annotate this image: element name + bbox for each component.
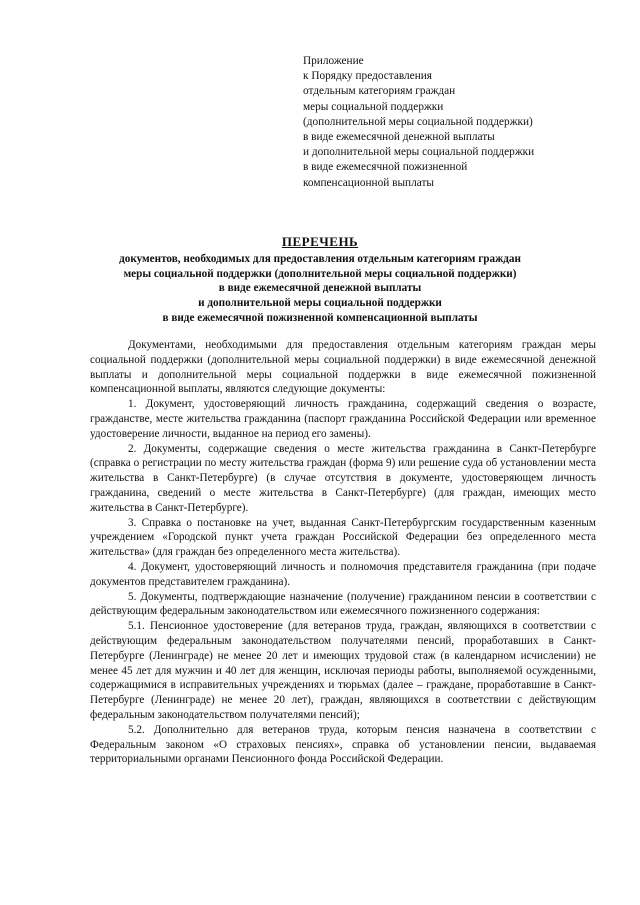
subtitle-line: в виде ежемесячной денежной выплаты [218,282,422,295]
list-item-1: 1. Документ, удостоверяющий личность гражданина, содержащий сведения о возрасте, гражданстве, месте жительства гражданина (паспорт гражданина Российской Федерации или временное удостоверение личности, выданное на период его замены). [90,398,596,440]
appendix-line: и дополнительной меры социальной поддержки [303,146,535,159]
appendix-line: (дополнительной меры социальной поддержки) [303,115,533,128]
subtitle-line: и дополнительной меры социальной поддержки [198,297,442,310]
appendix-line: Приложение [303,55,364,67]
document-body [90,338,596,767]
subtitle-line: документов, необходимых для предоставления отдельным категориям граждан [119,253,521,265]
document-heading [80,232,560,326]
appendix-line: в виде ежемесячной денежной выплаты [303,131,495,144]
appendix-line: компенсационной выплаты [303,176,434,189]
appendix-line: к Порядку предоставления [303,70,432,83]
list-item-5-1: 5.1. Пенсионное удостоверение (для ветеранов труда, граждан, являющихся в соответствии с действующим федеральным законодательством получателями пенсий, проработавших в Санкт-Петербурге (Ленинграде) не менее 20 лет и имеющих трудовой стаж (в календарном исчислении) не менее 45 лет для мужчин и 40 лет для женщин, исключая периоды работы, выполняемой осужденными, содержащимися в исправительных учреждениях и тюрьмах (далее – граждане, проработавшие в Санкт-Петербурге (Ленинграде) не менее 20 лет), граждан, являющихся в соответствии с действующим федеральным законодательством получателями пенсий); [90,620,596,721]
list-item-5-2: 5.2. Дополнительно для ветеранов труда, которым пенсия назначена в соответствии с Федеральным законом «О страховых пенсиях», справка об установлении пенсии, выдаваемая территориальными органами Пенсионного фонда Российской Федерации. [90,723,596,766]
list-item-3: 3. Справка о постановке на учет, выданная Санкт-Петербургским государственным казенным учреждением «Городской пункт учета граждан Российской Федерации без определенного места жительства» (для граждан без определенного места жительства). [90,516,596,559]
appendix-header [303,54,603,191]
appendix-line: меры социальной поддержки [303,100,444,113]
appendix-line: в виде ежемесячной пожизненной [303,161,468,174]
subtitle-line: в виде ежемесячной пожизненной компенсационной выплаты [162,311,478,324]
subtitle-line: меры социальной поддержки (дополнительной меры социальной поддержки) [123,267,517,280]
list-item-2: 2. Документы, содержащие сведения о месте жительства гражданина в Санкт-Петербурге (справка о регистрации по месту жительства граждан (форма 9) или решение суда об установлении места жительства в Санкт-Петербурге) (в случае отсутствия в документе, удостоверяющем личность гражданина, сведений о месте жительства в Санкт-Петербурге) (для граждан, имеющих место жительства в Санкт-Петербурге). [90,442,596,514]
document-title: ПЕРЕЧЕНЬ [281,234,359,249]
intro-paragraph: Документами, необходимыми для предоставления отдельным категориям граждан меры социальной поддержки (дополнительной меры социальной поддержки) в виде ежемесячной денежной выплаты и дополнительной меры социальной поддержки в виде ежемесячной пожизненной компенсационной выплаты, являются следующие документы: [90,339,596,396]
list-item-4: 4. Документ, удостоверяющий личность и полномочия представителя гражданина (при подаче документов представителем гражданина). [90,560,596,588]
appendix-line: отдельным категориям граждан [303,85,456,98]
list-item-5: 5. Документы, подтверждающие назначение (получение) гражданином пенсии в соответствии с действующим федеральным законодательством или ежемесячного пожизненного содержания: [90,590,596,618]
